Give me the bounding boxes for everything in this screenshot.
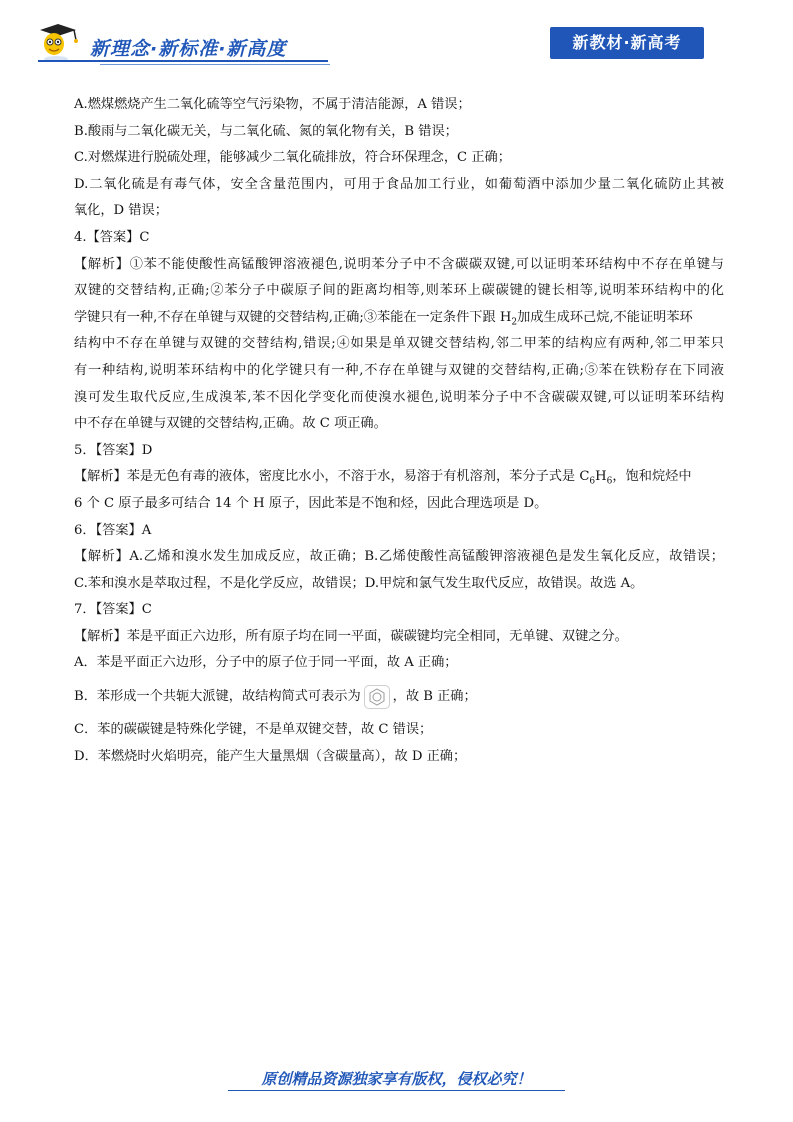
text-line: 【解析】①苯不能使酸性高锰酸钾溶液褪色,说明苯分子中不含碳碳双键,可以证明苯环结构中不存在单键与 [74,256,724,272]
header-divider-thin [100,64,330,65]
text-line: 【解析】苯是平面正六边形，所有原子均在同一平面，碳碳键均完全相同，无单键、双键之分。 [74,628,628,644]
text-line: 溴可发生取代反应,生成溴苯,苯不因化学变化而使溴水褪色,说明苯分子中不含碳碳双键,可以证明苯环结构 [74,389,724,405]
text-line: 【解析】A.乙烯和溴水发生加成反应，故正确；B.乙烯使酸性高锰酸钾溶液褪色是发生氧化反应，故错误； [74,549,724,565]
text-line: D．苯燃烧时火焰明亮，能产生大量黑烟（含碳量高），故 D 正确； [74,748,467,764]
mascot-logo-icon [34,22,84,62]
text-line: C.苯和溴水是萃取过程，不是化学反应，故错误；D.甲烷和氯气发生取代反应，故错误。故选 A。 [74,575,644,591]
text-fragment: B．苯形成一个共轭大派键，故结构简式可表示为 [74,689,361,705]
text-fragment: 加成生成环己烷,不能证明苯环 [517,309,693,325]
text-line-with-structure [74,682,724,712]
subscript: 6 [606,476,613,487]
text-line: B.酸雨与二氧化碳无关，与二氧化硫、氮的氧化物有关，B 错误； [74,123,458,139]
copyright-footer: 原创精品资源独家享有版权，侵权必究！ [261,1070,532,1088]
text-line: 结构中不存在单键与双键的交替结构,错误;④如果是单双键交替结构,邻二甲苯的结构应有两种,邻二甲苯只 [74,336,724,352]
text-line: 氧化，D 错误； [74,203,168,219]
text-fragment: ，饱和烷烃中 [612,469,692,485]
text-fragment: 学键只有一种,不存在单键与双键的交替结构,正确;③苯能在一定条件下跟 H [74,309,512,325]
benzene-structure-icon [364,685,390,709]
subscript: 6 [589,476,596,487]
text-line: A．苯是平面正六边形，分子中的原子位于同一平面，故 A 正确； [74,655,458,671]
text-line: 有一种结构,说明苯环结构中的化学键只有一种,不存在单键与双键的交替结构,正确;⑤苯在铁粉存在下同液 [74,362,724,378]
text-line-with-formula [74,305,724,332]
document-body [74,92,724,770]
answer-heading-4: 4.【答案】C [74,229,150,245]
answer-heading-6: 6．【答案】A [74,522,152,538]
text-line: C.对燃煤进行脱硫处理，能够减少二氧化硫排放，符合环保理念，C 正确； [74,150,511,166]
text-line: 6 个 C 原子最多可结合 14 个 H 原子，因此苯是不饱和烃，因此合理选项是 D。 [74,495,548,511]
subscript: 2 [511,317,518,328]
header-badge: 新教材·新高考 [550,27,704,59]
text-line: 双键的交替结构,正确;②苯分子中碳原子间的距离均相等,则苯环上碳碳键的键长相等,说明苯环结构中的化 [74,283,724,299]
text-line: A.燃煤燃烧产生二氧化硫等空气污染物，不属于清洁能源，A 错误； [74,97,471,112]
header-slogan: 新理念·新标准·新高度 [90,38,287,60]
page-header [0,0,793,70]
footer-underline [228,1090,565,1091]
text-line-with-formula [74,464,724,491]
answer-heading-7: 7．【答案】C [74,602,152,618]
text-fragment: ，故 B 正确； [392,689,477,705]
text-fragment: 【解析】苯是无色有毒的液体，密度比水小，不溶于水，易溶于有机溶剂，苯分子式是 C [74,469,590,485]
text-fragment: H [595,469,607,485]
text-line: 中不存在单键与双键的交替结构,正确。故 C 项正确。 [74,416,387,432]
header-divider [38,60,328,62]
text-line: C．苯的碳碳键是特殊化学键，不是单双键交替，故 C 错误； [74,722,433,738]
text-line: D.二氧化硫是有毒气体，安全含量范围内，可用于食品加工行业，如葡萄酒中添加少量二氧化硫防止其被 [74,176,724,192]
answer-heading-5: 5．【答案】D [74,442,153,458]
